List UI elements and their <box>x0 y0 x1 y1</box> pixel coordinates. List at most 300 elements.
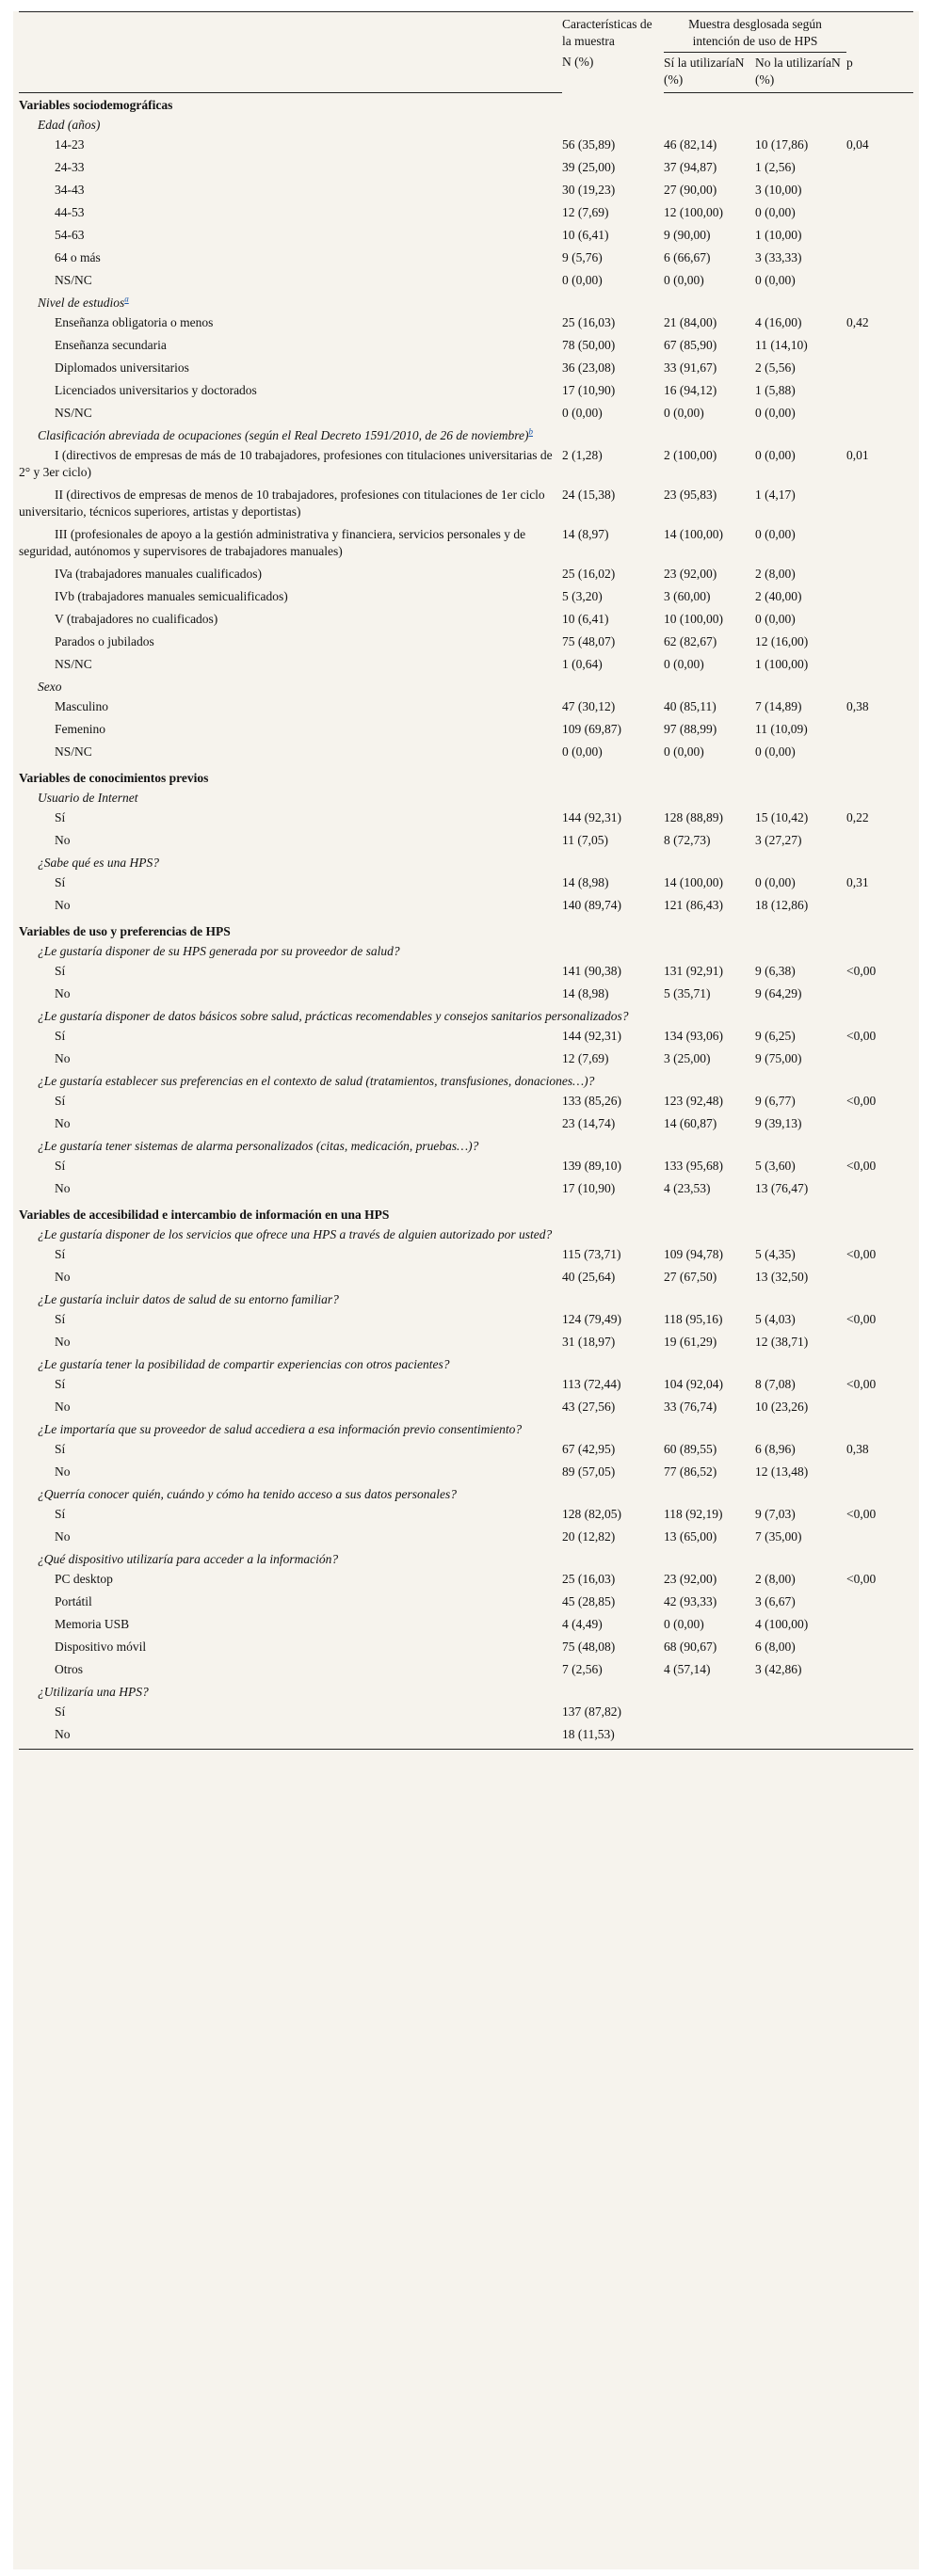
table-row <box>19 272 913 295</box>
cell-n: 67 (42,95) <box>562 1442 616 1456</box>
row-label: Sí <box>55 1442 66 1456</box>
row-label: Sí <box>55 1094 66 1108</box>
group-title-cell <box>19 1684 913 1704</box>
group-title: Clasificación abreviada de ocupaciones (según el Real Decreto 1591/2010, de 26 de noviembre) <box>38 428 529 442</box>
cell-no <box>755 1704 846 1726</box>
group-title: Edad (años) <box>38 118 101 132</box>
cell-n: 0 (0,00) <box>562 406 603 420</box>
cell-yes: 134 (93,06) <box>664 1029 723 1043</box>
cell-no: 0 (0,00) <box>755 448 796 462</box>
cell-p: <0,00 <box>846 1377 877 1391</box>
group-title-cell <box>19 1291 913 1311</box>
group-title: ¿Le gustaría tener sistemas de alarma personalizados (citas, medicación, pruebas…)? <box>38 1139 479 1153</box>
group-row <box>19 1008 913 1028</box>
cell-p: <0,00 <box>846 1247 877 1261</box>
group-row <box>19 1421 913 1441</box>
cell-p <box>846 204 913 227</box>
cell-no: 6 (8,96) <box>755 1442 796 1456</box>
cell-p <box>846 1050 913 1073</box>
cell-n: 14 (8,97) <box>562 527 609 541</box>
table-row <box>19 1506 913 1528</box>
row-label: I (directivos de empresas de más de 10 trabajadores, profesiones con titulaciones universitarias de 2° y 3er ciclo) <box>19 448 553 479</box>
table-row <box>19 227 913 249</box>
cell-no: 11 (14,10) <box>755 338 808 352</box>
group-row <box>19 1073 913 1093</box>
cell-yes: 27 (90,00) <box>664 183 717 197</box>
row-label: No <box>55 1400 71 1414</box>
section-title: Variables de accesibilidad e intercambio de información en una HPS <box>19 1208 390 1222</box>
cell-n: 39 (25,00) <box>562 160 616 174</box>
table-body <box>19 93 913 1750</box>
cell-yes: 118 (95,16) <box>664 1312 723 1326</box>
table-row <box>19 136 913 159</box>
yes-header: Sí la utilizaríaN (%) <box>664 53 755 93</box>
cell-p <box>846 1639 913 1661</box>
cell-yes: 46 (82,14) <box>664 137 717 152</box>
cell-p <box>846 227 913 249</box>
cell-p <box>846 721 913 744</box>
table-row <box>19 1334 913 1356</box>
cell-yes: 128 (88,89) <box>664 810 723 824</box>
cell-no <box>755 1726 846 1750</box>
cell-yes: 33 (91,67) <box>664 360 717 375</box>
cell-yes: 62 (82,67) <box>664 634 717 648</box>
row-label: IVa (trabajadores manuales cualificados) <box>55 567 263 581</box>
section-row <box>19 93 913 118</box>
cell-n: 25 (16,02) <box>562 567 616 581</box>
cell-yes: 118 (92,19) <box>664 1507 723 1521</box>
group-row <box>19 1226 913 1246</box>
cell-p <box>846 1704 913 1726</box>
cell-n: 30 (19,23) <box>562 183 616 197</box>
table-row <box>19 382 913 405</box>
row-label: IVb (trabajadores manuales semicualificados) <box>55 589 288 603</box>
cell-no: 9 (6,38) <box>755 964 796 978</box>
table-row <box>19 566 913 588</box>
n-pct-label: N (%) <box>562 55 594 69</box>
cell-yes: 23 (92,00) <box>664 567 717 581</box>
cell-yes: 6 (66,67) <box>664 250 711 264</box>
group-title: ¿Le gustaría incluir datos de salud de su entorno familiar? <box>38 1292 339 1306</box>
row-label: NS/NC <box>55 657 92 671</box>
cell-yes: 27 (67,50) <box>664 1270 717 1284</box>
cell-p: <0,00 <box>846 964 877 978</box>
cell-yes: 21 (84,00) <box>664 315 717 329</box>
cell-p <box>846 1464 913 1486</box>
cell-yes: 33 (76,74) <box>664 1400 717 1414</box>
cell-n: 14 (8,98) <box>562 986 609 1000</box>
cell-no: 9 (75,00) <box>755 1051 802 1065</box>
cell-n: 140 (89,74) <box>562 898 621 912</box>
group-title: Nivel de estudios <box>38 296 125 310</box>
group-row <box>19 1291 913 1311</box>
group-row <box>19 790 913 809</box>
cell-yes: 4 (23,53) <box>664 1181 711 1195</box>
table-container <box>13 11 919 2569</box>
cell-n: 11 (7,05) <box>562 833 608 847</box>
row-label: 34-43 <box>55 183 85 197</box>
table-row <box>19 314 913 337</box>
cell-p <box>846 897 913 920</box>
cell-yes: 131 (92,91) <box>664 964 723 978</box>
group-row <box>19 117 913 136</box>
cell-n: 0 (0,00) <box>562 273 603 287</box>
cell-p: 0,38 <box>846 699 869 713</box>
row-label: Memoria USB <box>55 1617 130 1631</box>
group-title: ¿Sabe qué es una HPS? <box>38 856 159 870</box>
cell-no: 13 (32,50) <box>755 1270 809 1284</box>
group-title-cell <box>19 1486 913 1506</box>
cell-yes: 121 (86,43) <box>664 898 723 912</box>
row-label: No <box>55 1464 71 1479</box>
row-label: NS/NC <box>55 406 92 420</box>
table-row <box>19 1376 913 1399</box>
row-label: 54-63 <box>55 228 85 242</box>
table-row <box>19 526 913 566</box>
row-label: Diplomados universitarios <box>55 360 189 375</box>
footnote-link[interactable]: a <box>124 294 129 304</box>
cell-yes: 9 (90,00) <box>664 228 711 242</box>
cell-yes <box>664 1726 755 1750</box>
table-row <box>19 963 913 985</box>
cell-p <box>846 588 913 611</box>
cell-p <box>846 1180 913 1203</box>
cell-no: 0 (0,00) <box>755 205 796 219</box>
group-title: Sexo <box>38 680 62 694</box>
row-label: Licenciados universitarios y doctorados <box>55 383 257 397</box>
row-label: No <box>55 1051 71 1065</box>
cell-p <box>846 405 913 427</box>
group-title: ¿Utilizaría una HPS? <box>38 1685 149 1699</box>
cell-no: 3 (6,67) <box>755 1594 796 1608</box>
row-label: Sí <box>55 1312 66 1326</box>
cell-n: 20 (12,82) <box>562 1529 616 1544</box>
group-title: ¿Le gustaría disponer de los servicios que ofrece una HPS a través de alguien autorizado por usted? <box>38 1227 553 1241</box>
cell-n: 115 (73,71) <box>562 1247 621 1261</box>
cell-yes: 4 (57,14) <box>664 1662 711 1676</box>
cell-p: 0,42 <box>846 315 869 329</box>
group-title-cell <box>19 790 913 809</box>
row-label: NS/NC <box>55 273 92 287</box>
table-row <box>19 1180 913 1203</box>
cell-no: 2 (8,00) <box>755 1572 796 1586</box>
cell-yes: 77 (86,52) <box>664 1464 717 1479</box>
cell-p <box>846 182 913 204</box>
table-row <box>19 744 913 766</box>
table-row <box>19 405 913 427</box>
table-row <box>19 721 913 744</box>
cell-p <box>846 159 913 182</box>
cell-p <box>846 1115 913 1138</box>
table-row <box>19 1028 913 1050</box>
cell-n: 23 (14,74) <box>562 1116 616 1130</box>
cell-no: 2 (5,56) <box>755 360 796 375</box>
cell-yes: 0 (0,00) <box>664 657 704 671</box>
cell-yes: 14 (60,87) <box>664 1116 717 1130</box>
section-title: Variables sociodemográficas <box>19 98 173 112</box>
cell-p <box>846 656 913 679</box>
cell-no: 9 (39,13) <box>755 1116 802 1130</box>
cell-yes: 14 (100,00) <box>664 527 723 541</box>
cell-yes: 2 (100,00) <box>664 448 717 462</box>
group-title-cell <box>19 295 913 314</box>
cell-n: 25 (16,03) <box>562 315 616 329</box>
cell-p <box>846 1593 913 1616</box>
cell-no: 9 (6,77) <box>755 1094 796 1108</box>
group-title: ¿Qué dispositivo utilizaría para acceder a la información? <box>38 1552 339 1566</box>
cell-p: <0,00 <box>846 1159 877 1173</box>
cell-no: 18 (12,86) <box>755 898 809 912</box>
cell-yes: 3 (60,00) <box>664 589 711 603</box>
table-row <box>19 1464 913 1486</box>
table-row <box>19 487 913 526</box>
cell-p <box>846 1399 913 1421</box>
cell-p <box>846 611 913 633</box>
cell-yes: 12 (100,00) <box>664 205 723 219</box>
group-row <box>19 1551 913 1571</box>
row-label: Sí <box>55 1704 66 1719</box>
group-title-cell <box>19 1551 913 1571</box>
row-label: Sí <box>55 810 66 824</box>
cell-yes: 97 (88,99) <box>664 722 717 736</box>
cell-no: 10 (17,86) <box>755 137 809 152</box>
cell-yes: 67 (85,90) <box>664 338 717 352</box>
row-label: No <box>55 833 71 847</box>
cell-n: 5 (3,20) <box>562 589 603 603</box>
table-row <box>19 656 913 679</box>
table-row <box>19 588 913 611</box>
cell-n: 7 (2,56) <box>562 1662 603 1676</box>
group-row <box>19 1138 913 1158</box>
cell-p: 0,38 <box>846 1442 869 1456</box>
row-label: 24-33 <box>55 160 85 174</box>
row-label: Sí <box>55 1247 66 1261</box>
cell-n: 17 (10,90) <box>562 1181 616 1195</box>
row-label: Sí <box>55 1029 66 1043</box>
cell-no: 10 (23,26) <box>755 1400 809 1414</box>
group-title-cell <box>19 1421 913 1441</box>
group-row <box>19 1356 913 1376</box>
cell-n: 0 (0,00) <box>562 744 603 759</box>
row-label: No <box>19 1726 562 1750</box>
table-row <box>19 633 913 656</box>
cell-yes: 42 (93,33) <box>664 1594 717 1608</box>
cell-p <box>846 1528 913 1551</box>
cell-p: <0,00 <box>846 1029 877 1043</box>
cell-no: 6 (8,00) <box>755 1640 796 1654</box>
cell-p: <0,00 <box>846 1507 877 1521</box>
cell-n: 12 (7,69) <box>562 205 609 219</box>
group-title: ¿Le gustaría disponer de datos básicos sobre salud, prácticas recomendables y consejos sanitarios personalizados? <box>38 1009 629 1023</box>
table-row <box>19 249 913 272</box>
cell-no: 12 (13,48) <box>755 1464 809 1479</box>
cell-p: 0,22 <box>846 810 869 824</box>
cell-no: 8 (7,08) <box>755 1377 796 1391</box>
footnote-link[interactable]: b <box>528 426 533 437</box>
group-title-cell <box>19 1073 913 1093</box>
cell-n: 14 (8,98) <box>562 875 609 889</box>
cell-yes: 40 (85,11) <box>664 699 717 713</box>
cell-no: 9 (7,03) <box>755 1507 796 1521</box>
cell-n: 25 (16,03) <box>562 1572 616 1586</box>
group-header: Muestra desglosada según intención de uso de HPS <box>664 12 846 53</box>
table-row <box>19 1158 913 1180</box>
cell-n: 124 (79,49) <box>562 1312 621 1326</box>
cell-n: 45 (28,85) <box>562 1594 616 1608</box>
results-table <box>19 11 913 1750</box>
cell-p: 0,04 <box>846 137 869 152</box>
cell-p <box>846 832 913 855</box>
cell-n: 36 (23,08) <box>562 360 616 375</box>
cell-yes: 109 (94,78) <box>664 1247 723 1261</box>
cell-yes: 0 (0,00) <box>664 406 704 420</box>
cell-yes: 3 (25,00) <box>664 1051 711 1065</box>
cell-n: 12 (7,69) <box>562 1051 609 1065</box>
table-row <box>19 337 913 360</box>
row-label: Dispositivo móvil <box>55 1640 147 1654</box>
table-row <box>19 897 913 920</box>
cell-yes: 10 (100,00) <box>664 612 723 626</box>
section-title: Variables de uso y preferencias de HPS <box>19 924 231 938</box>
cell-yes <box>664 1704 755 1726</box>
cell-no: 15 (10,42) <box>755 810 809 824</box>
cell-n: 17 (10,90) <box>562 383 616 397</box>
section-row <box>19 1203 913 1226</box>
cell-n: 89 (57,05) <box>562 1464 616 1479</box>
table-row <box>19 611 913 633</box>
cell-p <box>846 487 913 526</box>
cell-no: 1 (100,00) <box>755 657 809 671</box>
cell-n: 43 (27,56) <box>562 1400 616 1414</box>
group-title: ¿Le gustaría establecer sus preferencias en el contexto de salud (tratamientos, transfusiones, donaciones…)? <box>38 1074 595 1088</box>
cell-p <box>846 337 913 360</box>
cell-yes: 23 (95,83) <box>664 488 717 502</box>
cell-p: <0,00 <box>846 1572 877 1586</box>
cell-n: 141 (90,38) <box>562 964 621 978</box>
group-title: ¿Le importaría que su proveedor de salud accediera a esa información previo consentimiento? <box>38 1422 523 1436</box>
cell-n: 10 (6,41) <box>562 228 609 242</box>
cell-no: 1 (2,56) <box>755 160 796 174</box>
table-row <box>19 1269 913 1291</box>
table-row <box>19 1528 913 1551</box>
cell-n: 75 (48,07) <box>562 634 616 648</box>
table-row <box>19 1115 913 1138</box>
cell-no: 12 (38,71) <box>755 1335 809 1349</box>
row-label: Portátil <box>55 1594 92 1608</box>
row-label: PC desktop <box>55 1572 113 1586</box>
group-title-cell <box>19 855 913 874</box>
cell-no: 7 (14,89) <box>755 699 802 713</box>
row-label: No <box>55 986 71 1000</box>
section-row <box>19 920 913 943</box>
cell-no: 5 (4,03) <box>755 1312 796 1326</box>
cell-p: <0,00 <box>846 1312 877 1326</box>
cell-n: 113 (72,44) <box>562 1377 621 1391</box>
row-label: No <box>55 1116 71 1130</box>
cell-yes: 13 (65,00) <box>664 1529 717 1544</box>
cell-no: 11 (10,09) <box>755 722 808 736</box>
cell-n: 10 (6,41) <box>562 612 609 626</box>
table-row <box>19 698 913 721</box>
group-row <box>19 855 913 874</box>
cell-n: 133 (85,26) <box>562 1094 621 1108</box>
table-row <box>19 447 913 487</box>
characteristics-header <box>562 12 664 93</box>
cell-yes: 60 (89,55) <box>664 1442 717 1456</box>
cell-no: 0 (0,00) <box>755 527 796 541</box>
cell-yes: 133 (95,68) <box>664 1159 723 1173</box>
cell-n: 137 (87,82) <box>562 1704 621 1719</box>
table-row <box>19 809 913 832</box>
cell-no: 0 (0,00) <box>755 875 796 889</box>
group-title-cell <box>19 1356 913 1376</box>
table-row <box>19 1441 913 1464</box>
table-row <box>19 1639 913 1661</box>
table-row <box>19 1246 913 1269</box>
row-label: Sí <box>55 875 66 889</box>
row-label: NS/NC <box>55 744 92 759</box>
cell-p <box>846 985 913 1008</box>
cell-yes: 5 (35,71) <box>664 986 711 1000</box>
table-row <box>19 182 913 204</box>
row-label: V (trabajadores no cualificados) <box>55 612 218 626</box>
cell-no: 4 (100,00) <box>755 1617 809 1631</box>
row-label: No <box>55 1181 71 1195</box>
cell-no: 9 (64,29) <box>755 986 802 1000</box>
cell-p <box>846 566 913 588</box>
row-label: Enseñanza secundaria <box>55 338 167 352</box>
cell-n: 56 (35,89) <box>562 137 616 152</box>
cell-p: 0,01 <box>846 448 869 462</box>
cell-p <box>846 360 913 382</box>
no-header: No la utilizaríaN (%) <box>755 53 846 93</box>
cell-yes: 14 (100,00) <box>664 875 723 889</box>
group-title: ¿Querría conocer quién, cuándo y cómo ha tenido acceso a sus datos personales? <box>38 1487 458 1501</box>
characteristics-label: Características de la muestra <box>562 17 652 48</box>
cell-yes: 0 (0,00) <box>664 273 704 287</box>
cell-n: 18 (11,53) <box>562 1726 664 1750</box>
cell-p <box>846 1269 913 1291</box>
table-row <box>19 1726 913 1750</box>
cell-p <box>846 249 913 272</box>
cell-n: 4 (4,49) <box>562 1617 603 1631</box>
cell-p: <0,00 <box>846 1094 877 1108</box>
cell-no: 3 (10,00) <box>755 183 802 197</box>
table-row <box>19 1616 913 1639</box>
cell-p <box>846 633 913 656</box>
cell-no: 2 (40,00) <box>755 589 802 603</box>
row-label: Sí <box>55 964 66 978</box>
cell-no: 7 (35,00) <box>755 1529 802 1544</box>
cell-no: 5 (4,35) <box>755 1247 796 1261</box>
row-label: Masculino <box>55 699 108 713</box>
table-row <box>19 985 913 1008</box>
cell-n: 40 (25,64) <box>562 1270 616 1284</box>
cell-n: 47 (30,12) <box>562 699 616 713</box>
cell-no: 0 (0,00) <box>755 273 796 287</box>
group-title-cell <box>19 943 913 963</box>
group-row <box>19 943 913 963</box>
cell-n: 2 (1,28) <box>562 448 603 462</box>
p-header: p <box>846 53 913 93</box>
group-title: ¿Le gustaría tener la posibilidad de compartir experiencias con otros pacientes? <box>38 1357 450 1371</box>
cell-p <box>846 1616 913 1639</box>
cell-p <box>846 1334 913 1356</box>
row-label: 64 o más <box>55 250 101 264</box>
group-row <box>19 427 913 447</box>
cell-yes: 68 (90,67) <box>664 1640 717 1654</box>
cell-n: 75 (48,08) <box>562 1640 616 1654</box>
